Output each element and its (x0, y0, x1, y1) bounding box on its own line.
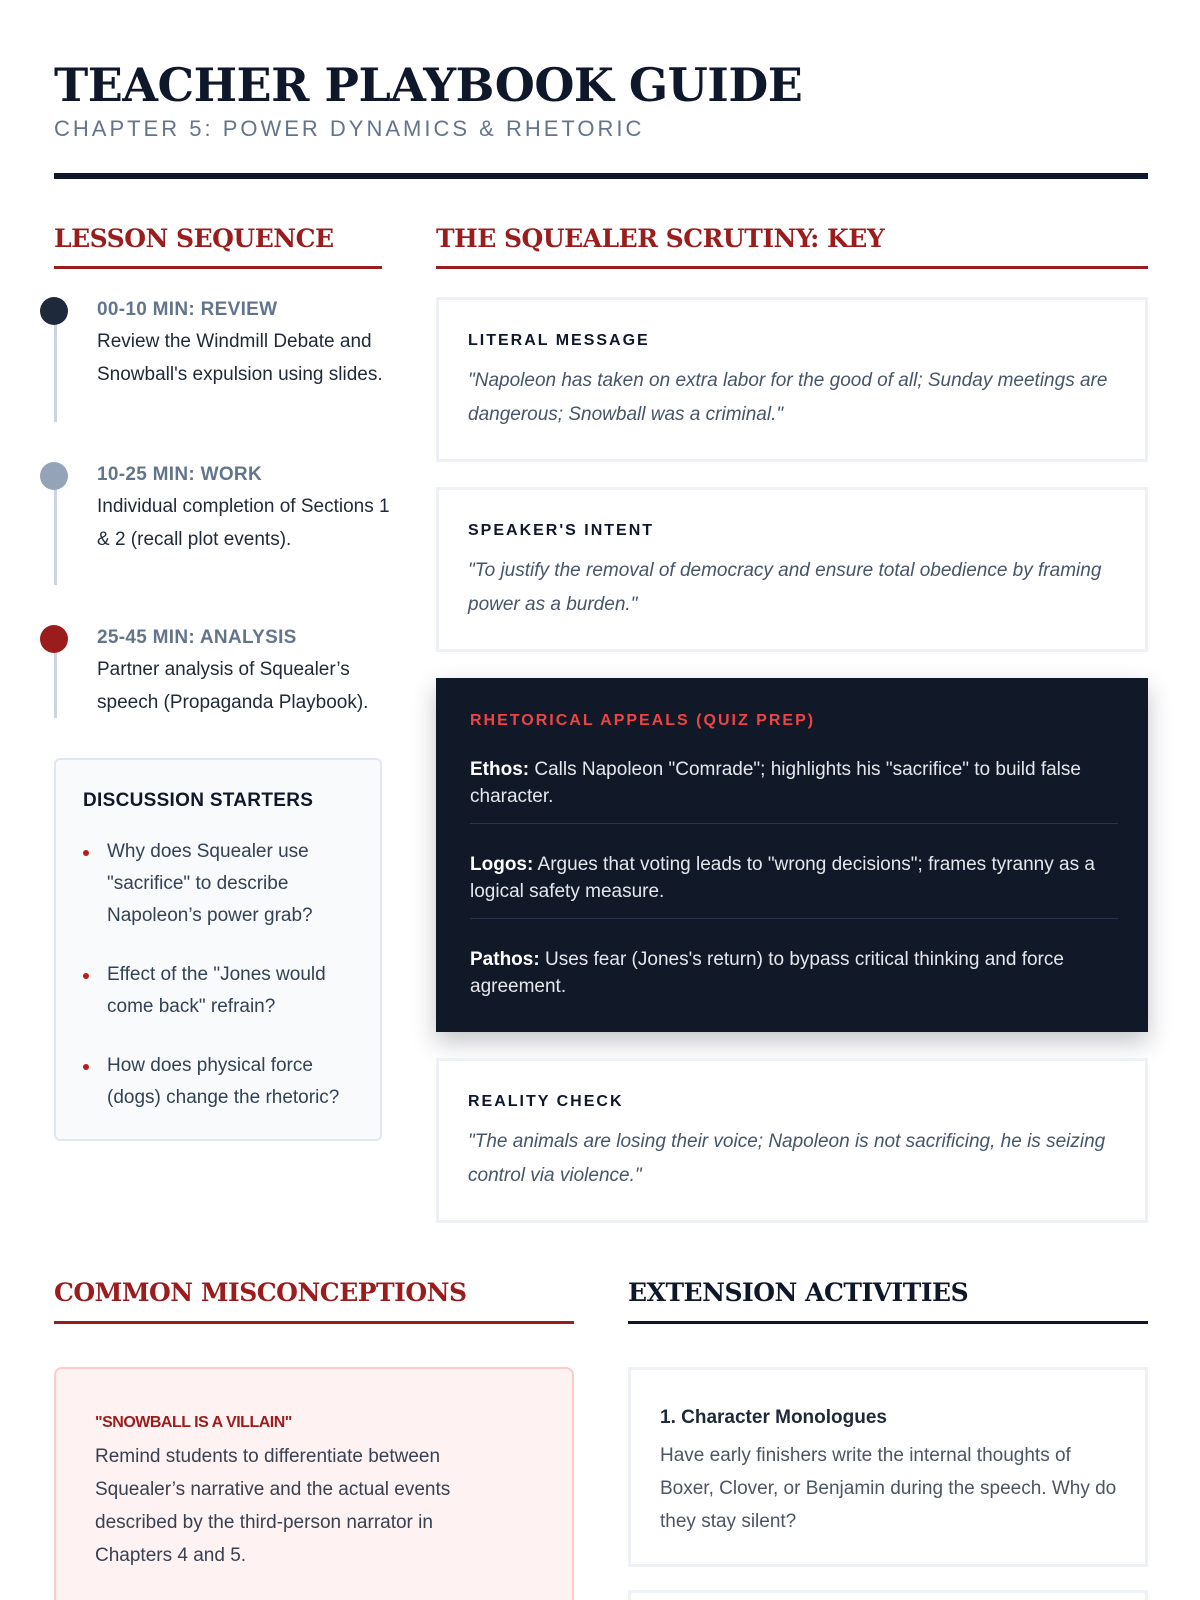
extension-card (628, 1367, 1148, 1567)
appeal-logos (470, 851, 1118, 905)
squealer-key-rule (436, 266, 1148, 269)
discussion-starters-box (54, 758, 382, 1141)
timeline-dot (40, 625, 68, 653)
discussion-item: How does physical force (dogs) change the rhetoric? (83, 1050, 363, 1114)
appeal-ethos (470, 756, 1118, 810)
reality-check-card (436, 1058, 1148, 1223)
misconception-text: Remind students to differentiate between Squealer’s narrative and the actual events described by the third-person narrator in Chapters 4 and 5. (95, 1446, 451, 1566)
speaker-intent-card (436, 487, 1148, 652)
misconception-card (54, 1367, 574, 1600)
literal-message-label: LITERAL MESSAGE (468, 332, 650, 349)
misconceptions-heading: COMMON MISCONCEPTIONS (54, 1278, 467, 1307)
timeline-time: 10-25 MIN: WORK (97, 464, 262, 485)
page-title: TEACHER PLAYBOOK GUIDE (54, 58, 803, 112)
appeal-term: Pathos: (470, 949, 540, 970)
reality-check-label: REALITY CHECK (468, 1093, 624, 1110)
discussion-item: Effect of the "Jones would come back" refrain? (83, 959, 363, 1023)
appeal-term: Ethos: (470, 759, 530, 780)
timeline-desc: Review the Windmill Debate and Snowball's expulsion using slides. (97, 331, 383, 385)
speaker-intent-label: SPEAKER'S INTENT (468, 522, 655, 539)
extension-title: 1. Character Monologues (660, 1407, 887, 1428)
extension-card (628, 1590, 1148, 1600)
appeal-text: Argues that voting leads to "wrong decisions"; frames tyranny as a logical safety measure. (470, 854, 1095, 902)
appeal-divider (470, 823, 1118, 824)
squealer-key-heading: THE SQUEALER SCRUTINY: KEY (436, 224, 885, 253)
timeline-desc: Partner analysis of Squealer’s speech (Propaganda Playbook). (97, 659, 369, 713)
literal-message-card (436, 297, 1148, 462)
timeline-line (54, 310, 57, 422)
extension-activities-rule (628, 1321, 1148, 1324)
playbook-page (54, 0, 1148, 1600)
appeal-divider (470, 918, 1118, 919)
speaker-intent-text: "To justify the removal of democracy and ensure total obedience by framing power as a burden." (468, 560, 1102, 615)
misconception-title: "SNOWBALL IS A VILLAIN" (95, 1414, 292, 1431)
appeal-text: Calls Napoleon "Comrade"; highlights his "sacrifice" to build false character. (470, 759, 1081, 807)
discussion-item: Why does Squealer use "sacrifice" to describe Napoleon’s power grab? (83, 836, 363, 932)
reality-check-text: "The animals are losing their voice; Napoleon is not sacrificing, he is seizing control via violence." (468, 1131, 1106, 1186)
extension-activities-heading: EXTENSION ACTIVITIES (628, 1278, 969, 1307)
lesson-sequence-heading: LESSON SEQUENCE (54, 224, 334, 253)
timeline-line (54, 475, 57, 585)
title-divider (54, 173, 1148, 179)
appeal-pathos (470, 946, 1118, 1000)
rhetorical-appeals-label: RHETORICAL APPEALS (QUIZ PREP) (470, 712, 816, 729)
timeline-time: 00-10 MIN: REVIEW (97, 299, 278, 320)
appeal-term: Logos: (470, 854, 534, 875)
discussion-starters-title: DISCUSSION STARTERS (83, 790, 314, 811)
rhetorical-appeals-panel (436, 678, 1148, 1032)
discussion-list (83, 836, 363, 1141)
lesson-sequence-rule (54, 266, 382, 269)
misconceptions-rule (54, 1321, 574, 1324)
timeline-dot (40, 297, 68, 325)
timeline-desc: Individual completion of Sections 1 & 2 (recall plot events). (97, 496, 390, 550)
extension-text: Have early finishers write the internal thoughts of Boxer, Clover, or Benjamin during the speech. Why do they stay silent? (660, 1445, 1117, 1532)
timeline-dot (40, 462, 68, 490)
appeal-text: Uses fear (Jones's return) to bypass critical thinking and force agreement. (470, 949, 1064, 997)
page-subtitle: CHAPTER 5: POWER DYNAMICS & RHETORIC (54, 116, 645, 141)
literal-message-text: "Napoleon has taken on extra labor for the good of all; Sunday meetings are dangerous; Snowball was a criminal." (468, 370, 1108, 425)
timeline-time: 25-45 MIN: ANALYSIS (97, 627, 297, 648)
